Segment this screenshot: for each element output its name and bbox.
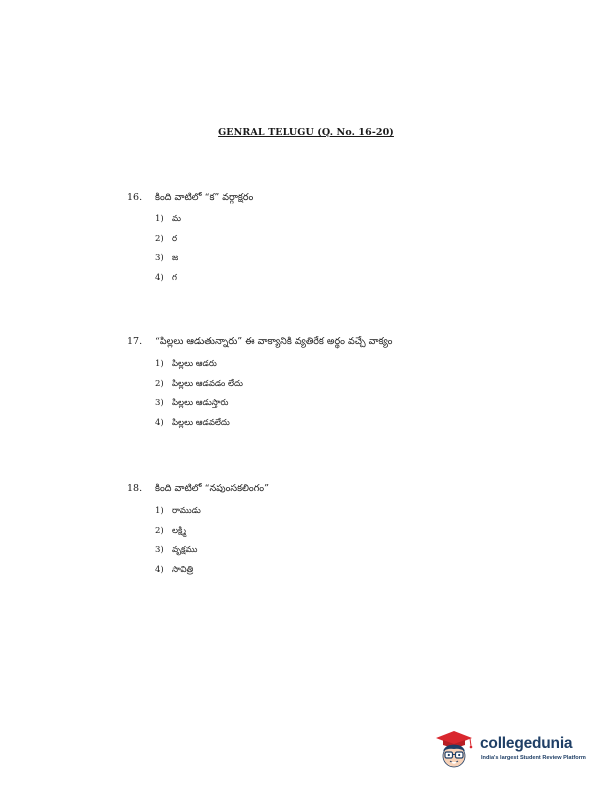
option-text: మ <box>172 214 181 224</box>
option-item <box>155 273 567 293</box>
question-number: 16. <box>127 192 143 203</box>
option-item <box>155 214 567 234</box>
option-number: 2) <box>155 525 164 536</box>
option-number: 3) <box>155 253 164 263</box>
option-item <box>155 234 567 254</box>
question-text: “పిల్లలు ఆడుతున్నారు” ఈ వాక్యానికి వ్యతిరేక అర్థం వచ్చే వాక్యం <box>155 336 393 347</box>
collegedunia-watermark <box>432 726 602 774</box>
option-item <box>155 359 567 379</box>
option-item <box>155 379 567 399</box>
question-number: 17. <box>127 336 143 347</box>
option-item <box>155 253 567 273</box>
brand-tagline: India's largest Student Review Platform <box>481 755 586 761</box>
option-text: రాముడు <box>172 506 201 516</box>
option-number: 3) <box>155 545 164 555</box>
option-number: 2) <box>155 233 164 244</box>
option-text: ర <box>172 233 178 244</box>
option-number: 1) <box>155 214 164 224</box>
question-16 <box>127 192 567 292</box>
option-text: సావిత్రి <box>172 564 194 575</box>
option-item <box>155 565 567 585</box>
option-text: పిల్లలు ఆడరు <box>172 359 217 369</box>
option-number: 4) <box>155 272 164 283</box>
question-18 <box>127 483 567 584</box>
option-list <box>155 359 567 437</box>
option-text: గ <box>172 272 177 283</box>
page-title: GENRAL TELUGU (Q. No. 16-20) <box>218 127 394 138</box>
option-list <box>155 506 567 584</box>
option-number: 4) <box>155 564 164 575</box>
option-list <box>155 214 567 292</box>
brand-name: collegedunia <box>480 735 573 752</box>
option-number: 1) <box>155 506 164 516</box>
question-text: కింది వాటిలో “నపుంసకలింగం” <box>155 483 269 494</box>
option-item <box>155 398 567 418</box>
option-item <box>155 545 567 565</box>
option-text: వృక్షము <box>172 545 198 555</box>
option-item <box>155 418 567 438</box>
option-text: పిల్లలు ఆడుస్తారు <box>172 398 229 408</box>
option-number: 4) <box>155 417 164 428</box>
option-text: పిల్లలు ఆడవడం లేదు <box>172 378 243 389</box>
option-text: పిల్లలు ఆడవలేదు <box>172 417 230 428</box>
question-number: 18. <box>127 483 143 494</box>
question-17 <box>127 336 567 437</box>
student-mascot-icon <box>432 728 478 772</box>
option-text: జ <box>172 253 179 263</box>
option-number: 2) <box>155 378 164 389</box>
option-number: 3) <box>155 398 164 408</box>
option-item <box>155 506 567 526</box>
option-item <box>155 526 567 546</box>
option-number: 1) <box>155 359 164 369</box>
option-text: లక్ష్మి <box>172 525 187 536</box>
question-text: కింది వాటిలో “క” వర్గాక్షరం <box>155 192 254 203</box>
